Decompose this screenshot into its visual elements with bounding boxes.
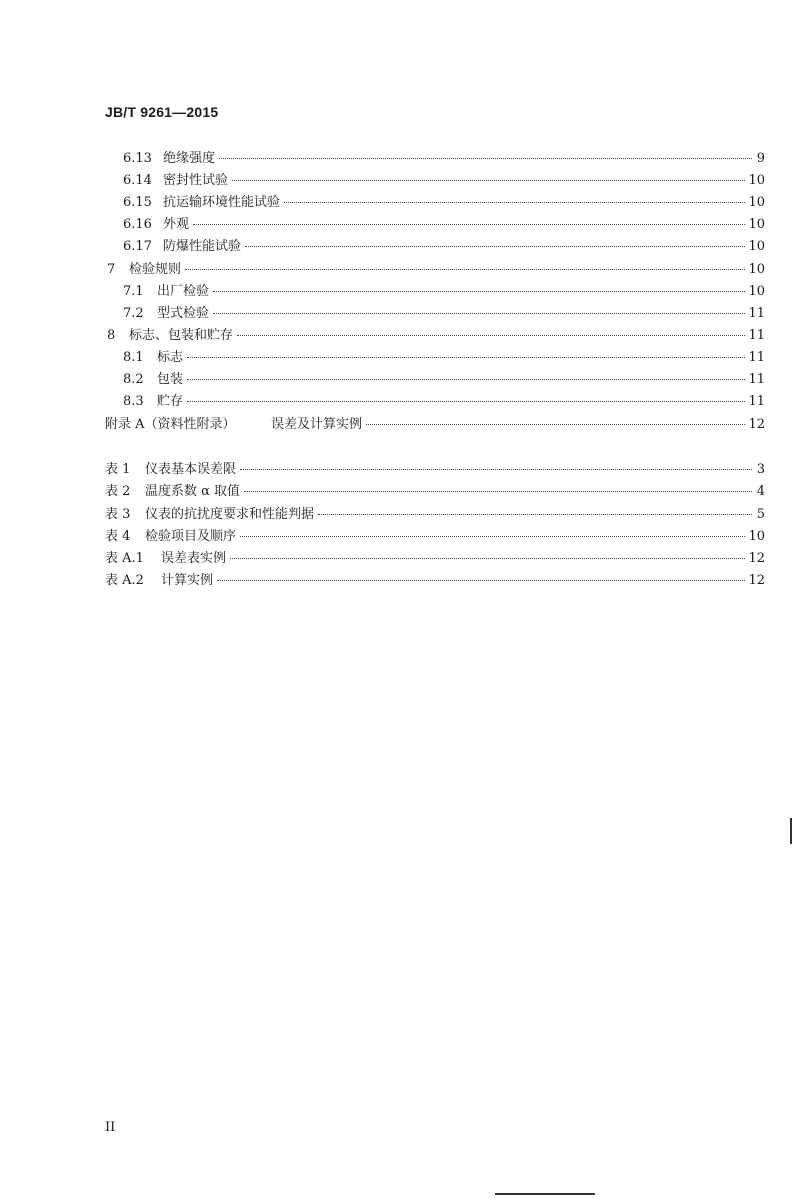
toc-entry <box>123 169 765 191</box>
toc-entry-page: 10 <box>748 262 765 277</box>
table-list-entry-page: 5 <box>756 507 765 522</box>
dot-leader <box>318 514 752 515</box>
toc-entry-number: 8.1 <box>123 350 144 365</box>
toc-entry-number: 8.3 <box>123 394 144 409</box>
table-list-entry-page: 10 <box>748 529 765 544</box>
table-list-entry <box>105 525 765 547</box>
dot-leader <box>213 291 745 292</box>
toc-entry-title: 抗运输环境性能试验 <box>163 195 281 210</box>
dot-leader <box>219 158 752 159</box>
toc-entry-number: 8.2 <box>123 372 144 387</box>
toc-entry-number: 7.1 <box>123 284 144 299</box>
dot-leader <box>284 202 745 203</box>
table-list-entry-page: 12 <box>748 573 765 588</box>
dot-leader <box>193 224 745 225</box>
dot-leader <box>187 401 745 402</box>
toc-entry <box>107 324 765 346</box>
toc-entry-page: 11 <box>748 306 765 321</box>
toc-entry-title: 防爆性能试验 <box>163 239 242 254</box>
toc-entry-page: 11 <box>748 328 765 343</box>
dot-leader <box>232 180 745 181</box>
page-number: II <box>105 1120 116 1135</box>
dot-leader <box>230 558 745 559</box>
toc-entry-page: 10 <box>748 284 765 299</box>
table-list-entry-number: 表 A.2 <box>105 573 144 588</box>
table-list-entry-title: 计算实例 <box>161 573 214 588</box>
toc-entry-number: 6.17 <box>123 239 152 254</box>
table-list-entry-number: 表 2 <box>105 484 131 499</box>
table-list-entry-title: 仪表基本误差限 <box>145 462 237 477</box>
standard-code-header: JB/T 9261—2015 <box>105 104 219 120</box>
dot-leader <box>240 469 752 470</box>
dot-leader <box>366 424 745 425</box>
dot-leader <box>237 335 745 336</box>
toc-entry-page: 11 <box>748 350 765 365</box>
toc-entry-page: 10 <box>748 217 765 232</box>
table-list-entry-number: 表 4 <box>105 529 131 544</box>
toc-entry <box>123 302 765 324</box>
toc-entry <box>123 191 765 213</box>
dot-leader <box>187 379 745 380</box>
table-list-entry <box>105 569 765 591</box>
table-list-entry <box>105 480 765 502</box>
toc-entry-title: 出厂检验 <box>157 284 210 299</box>
toc-entry-page: 11 <box>748 372 765 387</box>
table-list-entry-title: 误差表实例 <box>161 551 227 566</box>
toc-entry-title: 标志、包装和贮存 <box>129 328 234 343</box>
toc-entry-number: 6.16 <box>123 217 152 232</box>
table-list-entry-page: 12 <box>748 551 765 566</box>
toc-entry-title: 检验规则 <box>129 262 182 277</box>
table-list-entry-number: 表 3 <box>105 507 131 522</box>
toc-entry <box>123 235 765 257</box>
toc-entry <box>105 413 765 435</box>
toc-entry-number: 6.13 <box>123 151 152 166</box>
dot-leader <box>213 313 745 314</box>
toc-entry-number: 7 <box>107 262 116 277</box>
toc-entry-number: 6.14 <box>123 173 152 188</box>
toc-entry-title: 贮存 <box>157 394 184 409</box>
toc-entry-title: 型式检验 <box>157 306 210 321</box>
toc-entry-page: 10 <box>748 195 765 210</box>
table-list-entry-page: 3 <box>756 462 765 477</box>
table-list-entry-title: 温度系数 α 取值 <box>145 484 241 499</box>
dot-leader <box>240 536 745 537</box>
dot-leader <box>217 580 745 581</box>
toc-entry-page: 11 <box>748 394 765 409</box>
table-list-entry <box>105 503 765 525</box>
toc-entry-number: 附录 A（资料性附录） <box>105 417 236 432</box>
toc-entry-title: 误差及计算实例 <box>271 417 363 432</box>
table-list-entry-title: 检验项目及顺序 <box>145 529 237 544</box>
toc-entry <box>123 390 765 412</box>
dot-leader <box>245 246 745 247</box>
toc-entry-number: 7.2 <box>123 306 144 321</box>
toc-entry-number: 6.15 <box>123 195 152 210</box>
dot-leader <box>244 491 752 492</box>
table-list-entry <box>105 458 765 480</box>
toc-entry <box>123 147 765 169</box>
table-list-entry <box>105 547 765 569</box>
toc-entry <box>123 213 765 235</box>
table-list-entry-number: 表 1 <box>105 462 131 477</box>
toc-entry <box>107 258 765 280</box>
toc-entry <box>123 280 765 302</box>
toc-entry-page: 10 <box>748 239 765 254</box>
toc-entry-page: 10 <box>748 173 765 188</box>
scan-bottom-rule <box>495 1193 595 1195</box>
table-list-entry-number: 表 A.1 <box>105 551 144 566</box>
toc-entry <box>123 368 765 390</box>
table-list-entry-title: 仪表的抗扰度要求和性能判据 <box>145 507 315 522</box>
table-list-entry-page: 4 <box>756 484 765 499</box>
toc-entry-title: 包装 <box>157 372 184 387</box>
dot-leader <box>185 269 745 270</box>
toc-entry-page: 12 <box>748 417 765 432</box>
toc-entry-title: 外观 <box>163 217 190 232</box>
toc-entry <box>123 346 765 368</box>
toc-entry-page: 9 <box>756 151 765 166</box>
toc-entry-number: 8 <box>107 328 116 343</box>
toc-entry-title: 绝缘强度 <box>163 151 216 166</box>
toc-entry-title: 标志 <box>157 350 184 365</box>
toc-entry-title: 密封性试验 <box>163 173 229 188</box>
dot-leader <box>187 357 745 358</box>
